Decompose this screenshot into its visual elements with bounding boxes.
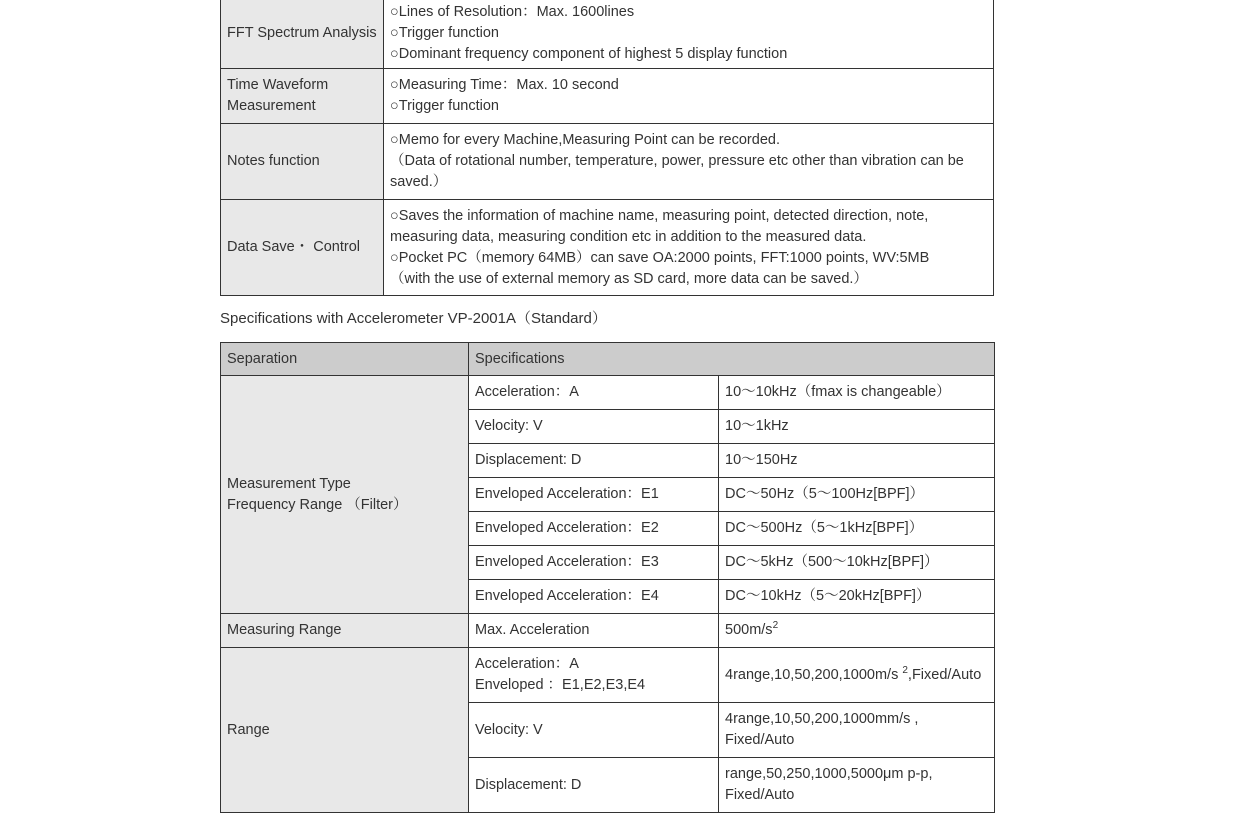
fft-line: ○Trigger function [390, 25, 499, 41]
fft-line: ○Lines of Resolution：Max. 1600lines [390, 4, 635, 20]
row-value [384, 0, 994, 69]
specs-caption: Specifications with Accelerometer VP-2001A（Standard） [220, 310, 607, 327]
value-text: 4range,10,50,200,1000m/s [725, 666, 903, 683]
range-cell: 10～150Hz [719, 444, 995, 478]
row-value [384, 69, 994, 124]
data-save-label: Data Save・ Control [227, 239, 360, 255]
features-table [220, 0, 994, 296]
range-cell: DC～10kHz（5～20kHz[BPF]） [719, 580, 995, 614]
measurement-type-label [221, 376, 469, 614]
notes-line: ○Memo for every Machine,Measuring Point can be recorded. [390, 132, 780, 148]
data-save-line: ○Pocket PC（memory 64MB）can save OA:2000 points, FFT:1000 points, WV:5MB [390, 249, 930, 266]
range-cell: DC～50Hz（5～100Hz[BPF]） [719, 478, 995, 512]
value-cell [719, 703, 995, 758]
range-cell: DC～5kHz（500～10kHz[BPF]） [719, 546, 995, 580]
label-line: Measurement Type [227, 475, 351, 492]
value-cell [719, 614, 995, 648]
value-line: Fixed/Auto [725, 787, 795, 803]
item-cell: Displacement: D [469, 758, 719, 813]
table-row [221, 648, 995, 703]
value-text: ,Fixed/Auto [907, 666, 982, 683]
type-cell: Enveloped Acceleration：E3 [469, 546, 719, 580]
data-save-line: ○Saves the information of machine name, measuring point, detected direction, note, measuring data, measuring condition etc in addition to the measured data. [390, 207, 929, 245]
superscript: 2 [772, 620, 779, 631]
time-waveform-line: ○Measuring Time：Max. 10 second [390, 77, 619, 93]
item-cell: Velocity: V [469, 703, 719, 758]
row-value [384, 124, 994, 200]
row-label [221, 200, 384, 296]
value-line: 4range,10,50,200,1000mm/s , [725, 711, 919, 727]
range-cell: DC～500Hz（5～1kHz[BPF]） [719, 512, 995, 546]
time-waveform-label: Measurement [227, 98, 316, 114]
data-save-line: （with the use of external memory as SD card, more data can be saved.） [390, 270, 868, 287]
header-specifications: Specifications [469, 343, 995, 376]
measuring-range-label: Measuring Range [221, 614, 469, 648]
table-row [221, 614, 995, 648]
label-line: Frequency Range （Filter） [227, 496, 408, 513]
item-cell: Max. Acceleration [469, 614, 719, 648]
range-cell: 10～10kHz（fmax is changeable） [719, 376, 995, 410]
spec-document [220, 0, 994, 813]
row-label [221, 0, 384, 69]
table-row [221, 69, 994, 124]
header-row [221, 343, 995, 376]
item-line: Enveloped ：E1,E2,E3,E4 [475, 677, 646, 693]
fft-line: ○Dominant frequency component of highest 5 display function [390, 46, 788, 62]
time-waveform-line: ○Trigger function [390, 98, 499, 114]
notes-line: （Data of rotational number, temperature, power, pressure etc other than vibration can be saved.） [390, 153, 964, 190]
specs-table [220, 342, 995, 813]
type-cell: Acceleration：A [469, 376, 719, 410]
value-cell [719, 758, 995, 813]
value-text: 500m/s [725, 622, 773, 638]
superscript: 2 [902, 664, 908, 676]
value-line: range,50,250,1000,5000μm p-p, [725, 766, 933, 782]
type-cell: Displacement: D [469, 444, 719, 478]
type-cell: Enveloped Acceleration：E2 [469, 512, 719, 546]
type-cell: Enveloped Acceleration：E4 [469, 580, 719, 614]
time-waveform-label: Time Waveform [227, 77, 329, 93]
type-cell: Velocity: V [469, 410, 719, 444]
table-row [221, 200, 994, 296]
table-row [221, 376, 995, 410]
table-row [221, 0, 994, 69]
type-cell: Enveloped Acceleration：E1 [469, 478, 719, 512]
value-cell [719, 648, 995, 703]
table-row [221, 124, 994, 200]
row-label [221, 124, 384, 200]
range-cell: 10～1kHz [719, 410, 995, 444]
item-cell [469, 648, 719, 703]
row-label [221, 69, 384, 124]
notes-label: Notes function [227, 153, 320, 169]
row-value [384, 200, 994, 296]
value-line: Fixed/Auto [725, 732, 795, 748]
fft-label: FFT Spectrum Analysis [227, 25, 377, 41]
range-label: Range [221, 648, 469, 813]
header-separation: Separation [221, 343, 469, 376]
item-line: Acceleration：A [475, 656, 579, 672]
